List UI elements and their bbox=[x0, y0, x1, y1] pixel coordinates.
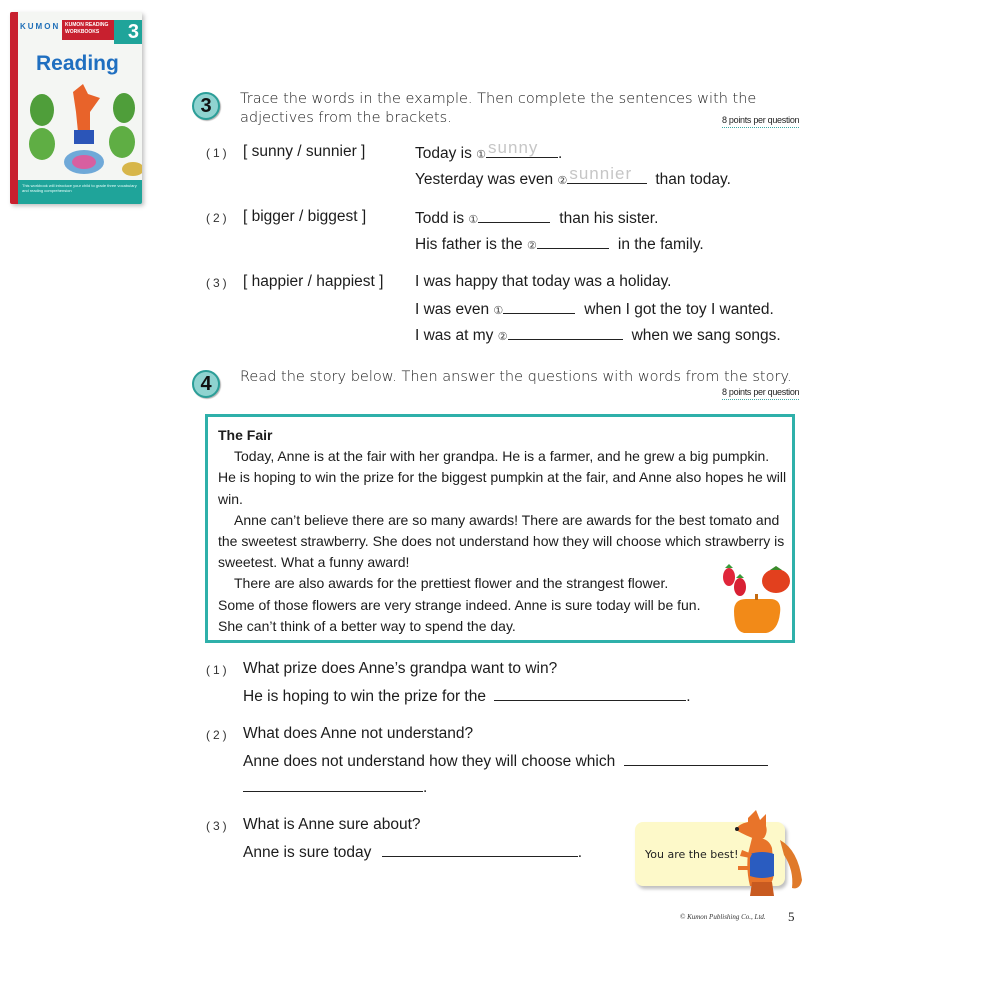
fruit-vegetable-illustration-icon bbox=[720, 561, 792, 639]
section-3-number-badge: 3 bbox=[192, 92, 220, 120]
circled-2-marker: ② bbox=[527, 240, 537, 252]
circled-2-marker: ② bbox=[497, 331, 508, 343]
q3-3-line-3-text: I was at my bbox=[415, 327, 498, 344]
cover-title: Reading bbox=[36, 52, 119, 75]
q3-3-line-3-end: when we sang songs. bbox=[631, 327, 781, 344]
q3-3-line-1: I was happy that today was a holiday. bbox=[415, 273, 672, 290]
book-cover-thumbnail bbox=[10, 12, 142, 204]
q3-2-line-2-end: in the family. bbox=[617, 236, 704, 253]
kangaroo-illustration-icon bbox=[28, 82, 138, 177]
q4-1-answer-line bbox=[243, 686, 691, 706]
q3-3-line-3 bbox=[415, 325, 781, 345]
circled-1-marker: ① bbox=[468, 214, 479, 226]
section-3-points: 8 points per question bbox=[722, 115, 799, 128]
q3-3-line-2-end: when I got the toy I wanted. bbox=[584, 301, 774, 318]
q4-2-answer-suffix: . bbox=[423, 779, 428, 796]
q4-2-number: (2) bbox=[206, 728, 230, 742]
q3-1-blank-2[interactable] bbox=[567, 164, 647, 184]
cover-grade: 3 bbox=[114, 20, 142, 44]
section-3-instruction-line1: Trace the words in the example. Then complete the sentences with the bbox=[240, 91, 757, 107]
q3-2-number: (2) bbox=[206, 211, 230, 225]
q4-3-answer-blank[interactable] bbox=[382, 842, 578, 857]
q4-1-answer-suffix: . bbox=[686, 688, 691, 705]
section-3-instruction-line2: adjectives from the brackets. bbox=[240, 110, 452, 126]
q4-3-answer-prefix: Anne is sure today bbox=[243, 844, 372, 861]
section-4-instruction: Read the story below. Then answer the questions with words from the story. bbox=[240, 369, 792, 385]
q3-1-blank-1[interactable] bbox=[486, 138, 558, 158]
traced-word-sunny: sunny bbox=[488, 138, 539, 157]
q3-2-line-1 bbox=[415, 208, 658, 228]
q3-2-line-1-text: Todd is bbox=[415, 210, 469, 227]
q3-3-blank-1[interactable] bbox=[503, 299, 575, 314]
q3-2-line-1-end: than his sister. bbox=[559, 210, 659, 227]
q3-2-line-2-text: His father is the bbox=[415, 236, 527, 253]
q4-3-number: (3) bbox=[206, 819, 230, 833]
q3-3-blank-2[interactable] bbox=[508, 325, 623, 340]
q3-1-number: (1) bbox=[206, 146, 230, 160]
q3-1-line-1-end: . bbox=[558, 145, 563, 162]
section-4-points: 8 points per question bbox=[722, 387, 799, 400]
q4-3-answer-suffix: . bbox=[577, 844, 583, 861]
story-paragraph-1: Today, Anne is at the fair with her grandpa. He is a farmer, and he grew a big pumpkin. He is hoping to win the prize for the biggest pumpkin at the fair, and Anne also hopes he will win. bbox=[218, 448, 787, 507]
q3-2-blank-1[interactable] bbox=[478, 208, 550, 223]
copyright-notice: © Kumon Publishing Co., Ltd. bbox=[680, 913, 766, 921]
q3-3-number: (3) bbox=[206, 276, 230, 290]
q3-2-options: [ bigger / biggest ] bbox=[243, 208, 367, 225]
q4-1-question: What prize does Anne’s grandpa want to win? bbox=[243, 660, 558, 677]
q4-3-answer-line bbox=[243, 842, 582, 862]
kangaroo-mascot-icon bbox=[728, 810, 808, 898]
q4-3-question: What is Anne sure about? bbox=[243, 816, 421, 833]
circled-1-marker: ① bbox=[493, 305, 504, 317]
q4-2-answer-blank-1[interactable] bbox=[624, 751, 768, 766]
q3-3-options: [ happier / happiest ] bbox=[243, 273, 384, 290]
cover-series-badge: KUMON READING WORKBOOKS bbox=[62, 20, 114, 40]
story-paragraph-2: Anne can’t believe there are so many awards! There are awards for the best tomato and the sweetest strawberry. She does not understand how they will choose which strawberry is sweetest. What a funny award! bbox=[218, 511, 785, 571]
section-4-number-badge: 4 bbox=[192, 370, 220, 398]
page-number: 5 bbox=[788, 909, 795, 924]
q4-1-answer-blank[interactable] bbox=[494, 686, 686, 701]
story-paragraph-3: There are also awards for the prettiest flower and the strangest flower. Some of those flowers are very strange indeed. Anne is sure today will be fun. She can’t think of a better way to spend the day. bbox=[218, 575, 701, 634]
q4-1-number: (1) bbox=[206, 663, 230, 677]
q4-2-answer-prefix: Anne does not understand how they will choose which bbox=[243, 753, 616, 770]
story-box bbox=[205, 414, 795, 643]
q3-2-blank-2[interactable] bbox=[537, 234, 609, 249]
circled-2-marker: ② bbox=[557, 175, 568, 187]
encouragement-text: You are the best! bbox=[645, 848, 739, 861]
story-content bbox=[218, 425, 788, 637]
q3-1-options: [ sunny / sunnier ] bbox=[243, 143, 366, 160]
traced-word-sunnier: sunnier bbox=[569, 164, 633, 183]
award-seal bbox=[122, 162, 142, 176]
q3-1-line-2 bbox=[415, 164, 731, 189]
cover-spine bbox=[10, 12, 18, 204]
q4-2-answer-blank-2[interactable] bbox=[243, 777, 423, 792]
q3-2-line-2 bbox=[415, 234, 704, 254]
story-title: The Fair bbox=[218, 427, 273, 443]
q4-2-answer-line-2 bbox=[243, 777, 427, 797]
q4-2-answer-line bbox=[243, 751, 768, 771]
q3-1-line-1 bbox=[415, 138, 563, 163]
section-3-instruction bbox=[240, 90, 756, 128]
q3-1-line-2-text: Yesterday was even bbox=[415, 171, 558, 188]
cover-brand: KUMON bbox=[20, 22, 61, 31]
cover-blurb: This workbook will introduce your child to grade three vocabulary and reading comprehension bbox=[18, 180, 142, 204]
circled-1-marker: ① bbox=[476, 149, 487, 161]
q4-2-question: What does Anne not understand? bbox=[243, 725, 474, 742]
q3-3-line-2 bbox=[415, 299, 774, 319]
q3-3-line-2-text: I was even bbox=[415, 301, 494, 318]
q3-1-line-1-text: Today is bbox=[415, 145, 477, 162]
q3-1-line-2-end: than today. bbox=[655, 171, 731, 188]
q4-1-answer-prefix: He is hoping to win the prize for the bbox=[243, 688, 486, 705]
